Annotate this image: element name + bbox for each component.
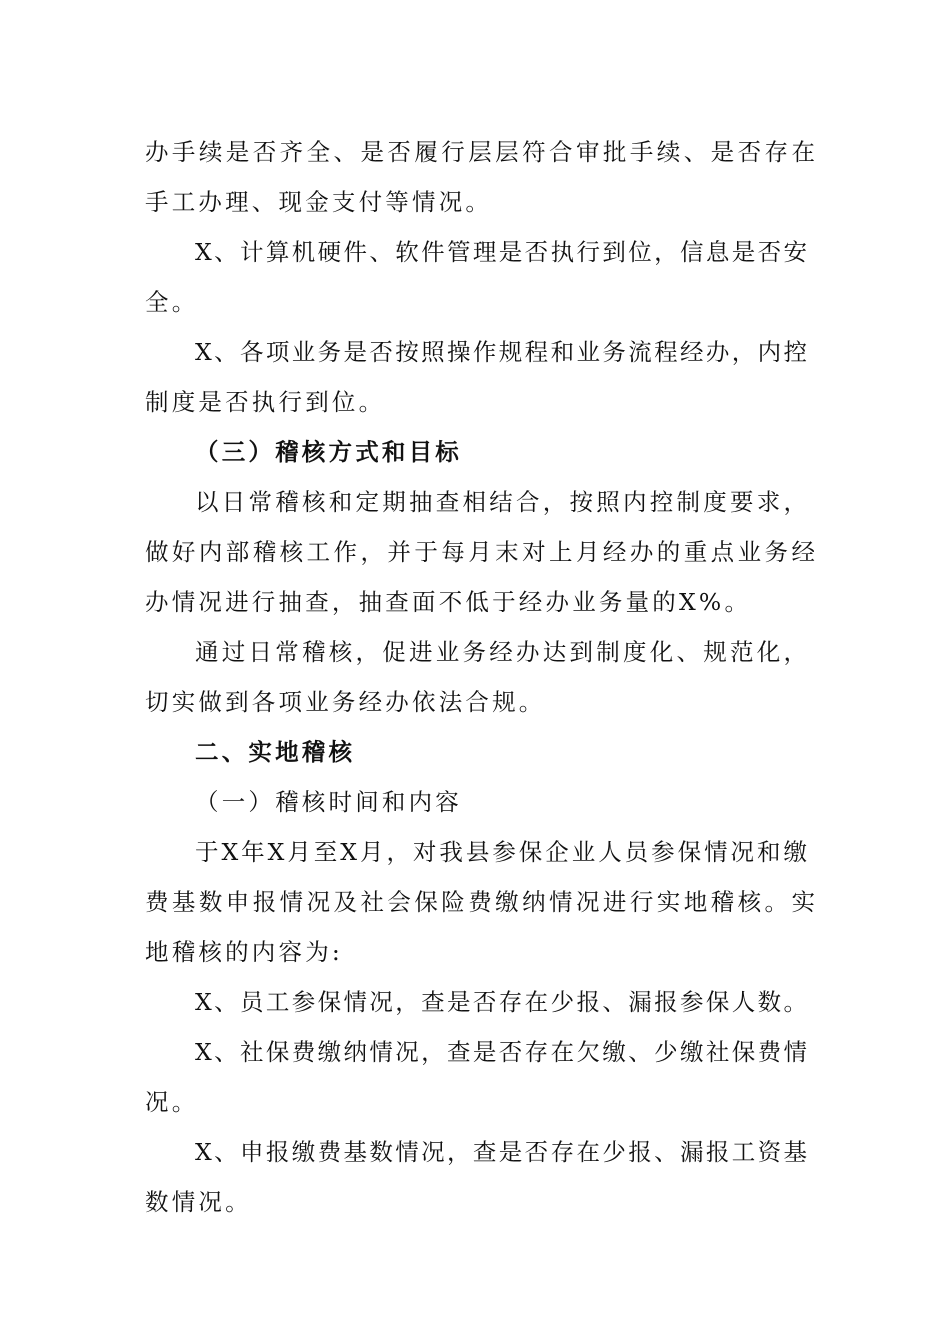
list-item-line: X、申报缴费基数情况，查是否存在少报、漏报工资基 — [195, 1138, 807, 1166]
body-text-line: 手工办理、现金支付等情况。 — [145, 188, 493, 216]
body-text-line: 数情况。 — [145, 1188, 252, 1216]
paragraph-line: 地稽核的内容为: — [145, 938, 344, 966]
paragraph-line: 以日常稽核和定期抽查相结合，按照内控制度要求， — [195, 488, 807, 516]
paragraph-line: 通过日常稽核，促进业务经办达到制度化、规范化， — [195, 638, 807, 666]
body-text-line: 全。 — [145, 288, 199, 316]
paragraph-line: 于X年X月至X月，对我县参保企业人员参保情况和缴 — [195, 838, 807, 866]
subsection-heading: （一）稽核时间和内容 — [195, 788, 462, 816]
list-item-line: X、员工参保情况，查是否存在少报、漏报参保人数。 — [195, 988, 807, 1016]
paragraph-line: 费基数申报情况及社会保险费缴纳情况进行实地稽核。实 — [145, 888, 815, 916]
list-item-line: X、各项业务是否按照操作规程和业务流程经办，内控 — [195, 338, 807, 366]
paragraph-line: 做好内部稽核工作，并于每月末对上月经办的重点业务经 — [145, 538, 815, 566]
list-item-line: X、计算机硬件、软件管理是否执行到位，信息是否安 — [195, 238, 807, 266]
section-heading: （三）稽核方式和目标 — [195, 438, 462, 466]
paragraph-line: 办情况进行抽查，抽查面不低于经办业务量的X%。 — [145, 588, 752, 616]
list-item-line: X、社保费缴纳情况，查是否存在欠缴、少缴社保费情 — [195, 1038, 807, 1066]
paragraph-line: 切实做到各项业务经办依法合规。 — [145, 688, 546, 716]
body-text-line: 制度是否执行到位。 — [145, 388, 386, 416]
chapter-heading: 二、实地稽核 — [195, 738, 356, 766]
body-text-line: 办手续是否齐全、是否履行层层符合审批手续、是否存在 — [145, 138, 815, 166]
body-text-line: 况。 — [145, 1088, 199, 1116]
